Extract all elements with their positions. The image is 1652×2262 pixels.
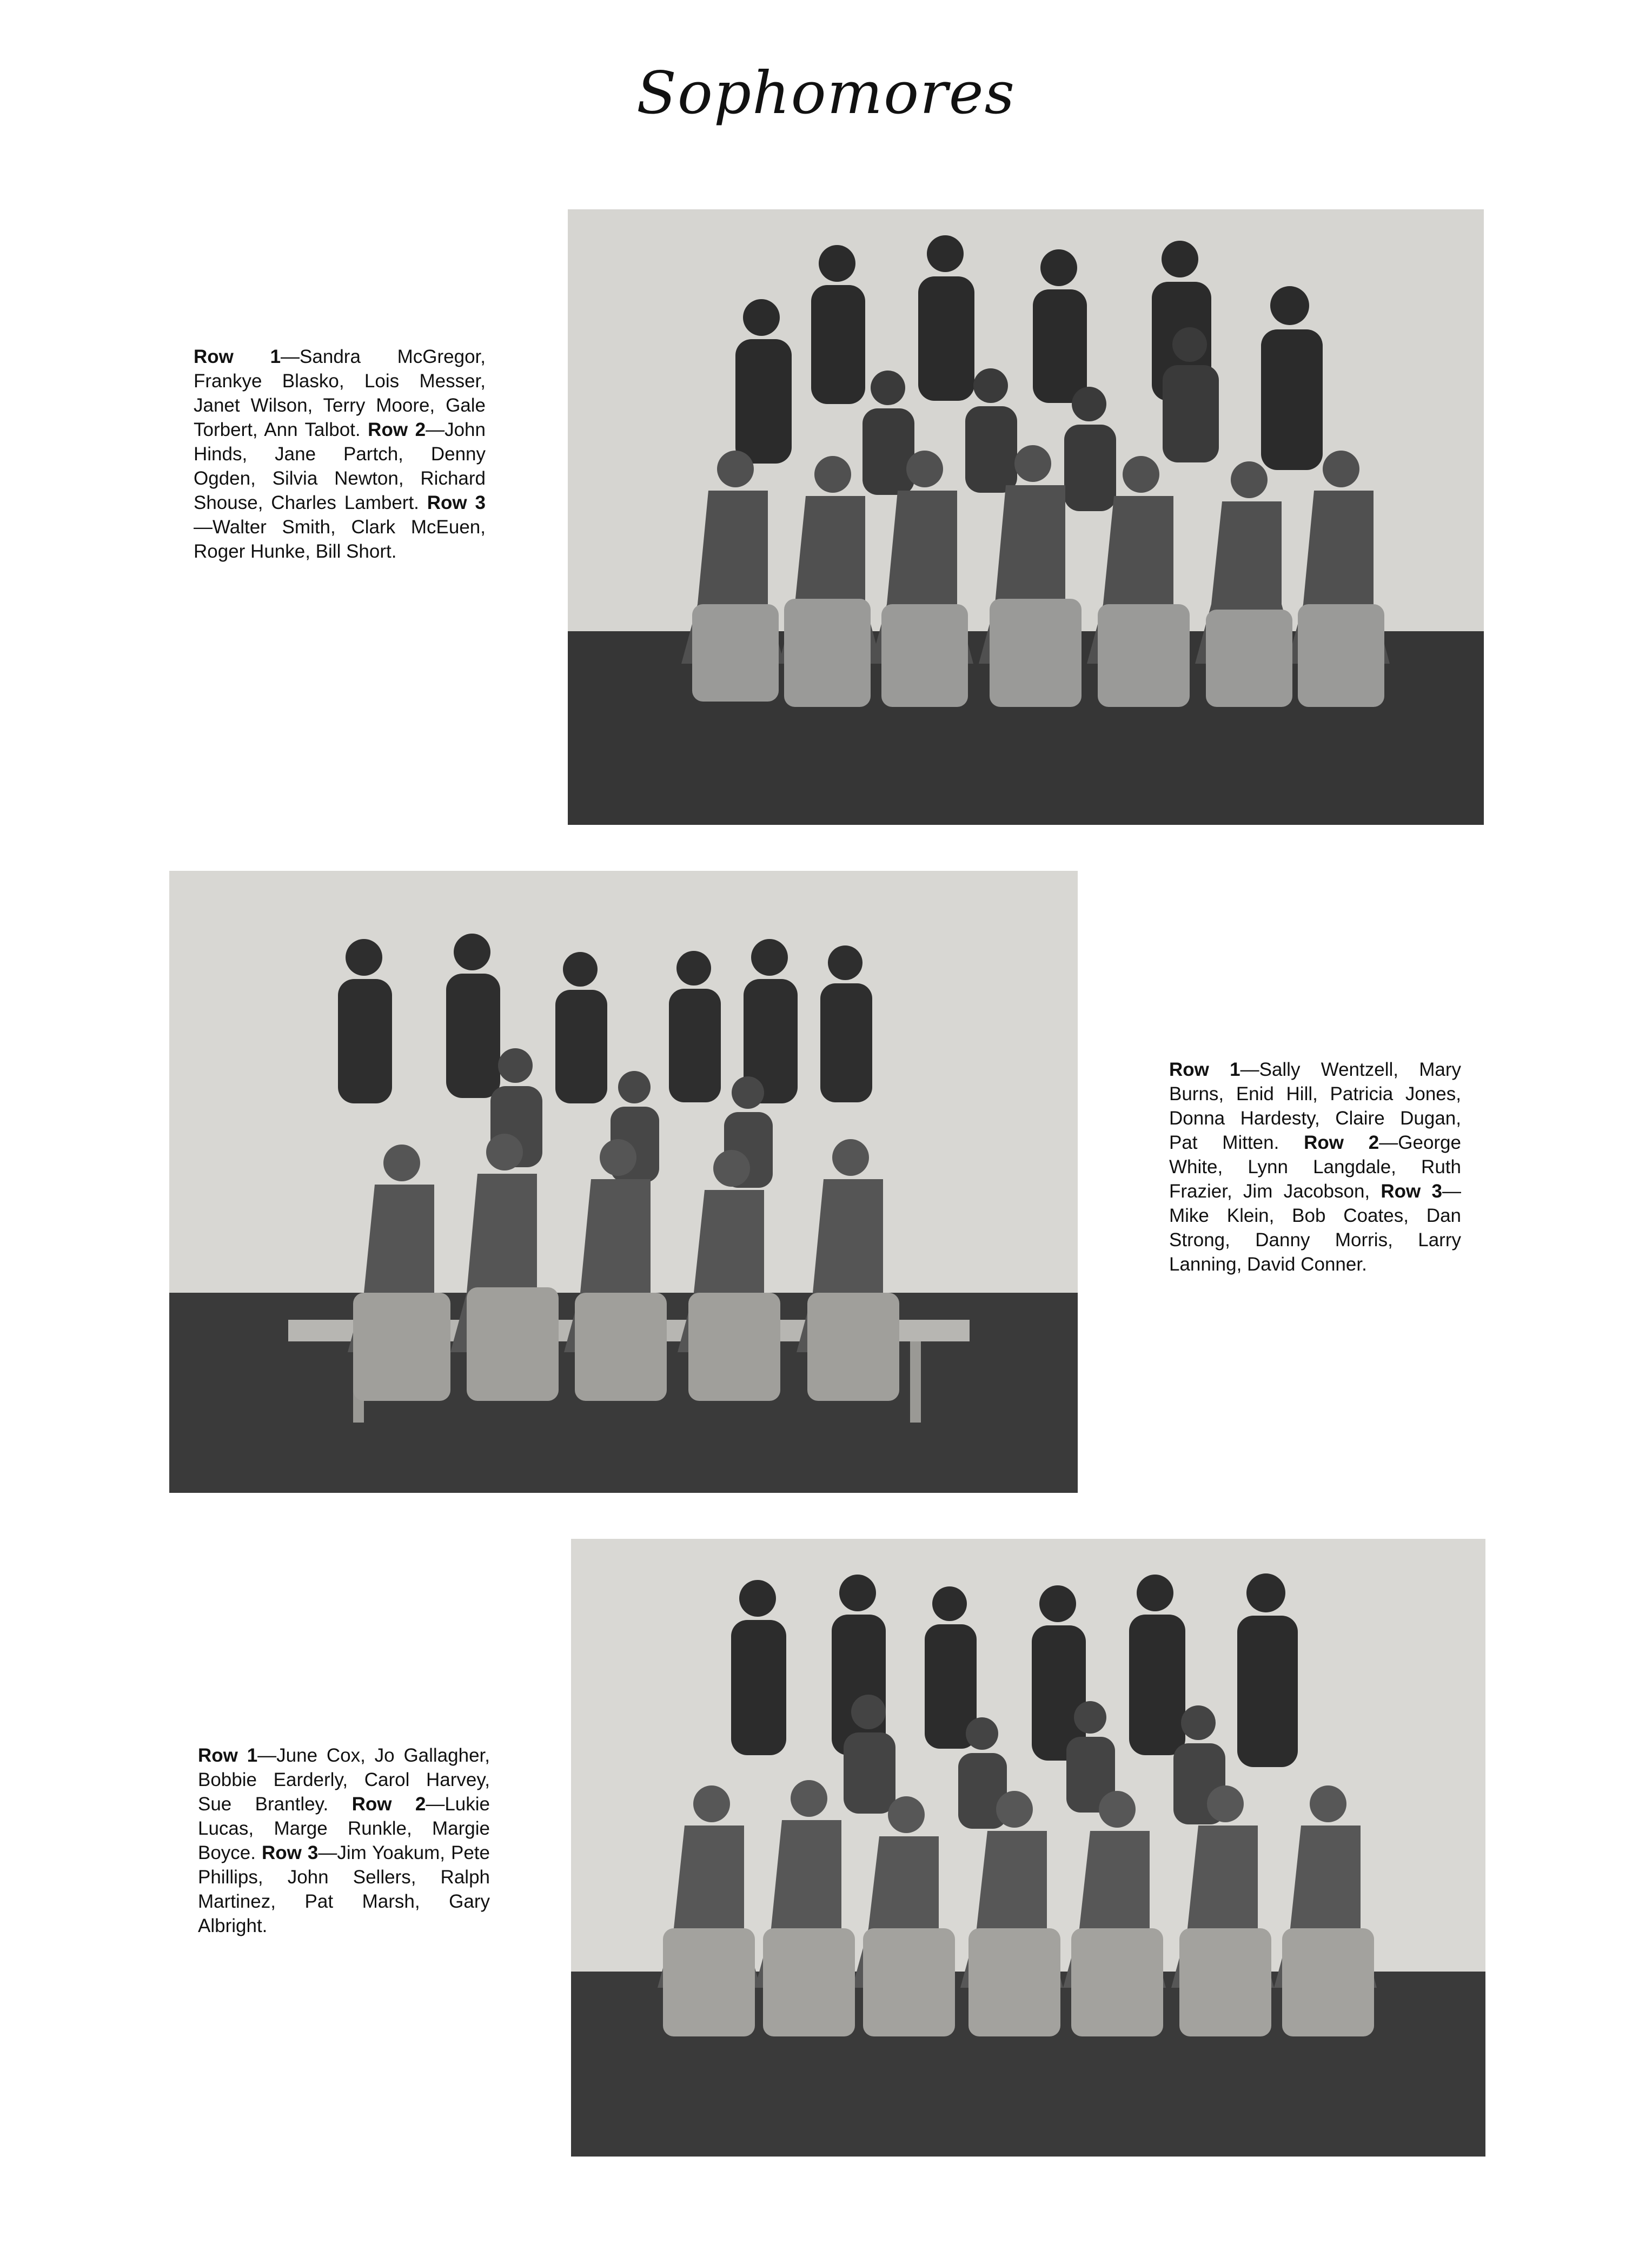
- class-photo-2-illustration: [169, 871, 1078, 1493]
- photo-caption-3: [198, 1743, 490, 1938]
- row-3-names: —Walter Smith, Clark McEuen, Roger Hunke, Bill Short.: [194, 517, 486, 562]
- class-photo-3-illustration: [571, 1539, 1485, 2157]
- class-photo-2: [169, 871, 1078, 1493]
- class-photo-3: [571, 1539, 1485, 2157]
- row-3-label: Row 3: [261, 1842, 319, 1863]
- row-2-label: Row 2: [351, 1794, 426, 1815]
- row-1-label: Row 1: [1169, 1059, 1240, 1080]
- row-1-label: Row 1: [198, 1745, 258, 1766]
- photo-caption-2: [1169, 1057, 1461, 1276]
- page-title: Sophomores: [636, 59, 1016, 127]
- row-1-names: —Sally Wentzell, Mary Burns, Enid Hill, Patricia Jones, Donna Hardesty, Claire Dugan, Pat Mitten.: [1169, 1059, 1461, 1153]
- row-2-names: —George White, Lynn Langdale, Ruth Frazier, Jim Jacobson,: [1169, 1132, 1461, 1202]
- row-1-names: —Sandra McGregor, Frankye Blasko, Lois Messer, Janet Wilson, Terry Moore, Gale Torbert, Ann Talbot.: [194, 346, 486, 440]
- row-2-names: —John Hinds, Jane Partch, Denny Ogden, Silvia Newton, Richard Shouse, Charles Lambert.: [194, 419, 486, 513]
- row-3-names: —Mike Klein, Bob Coates, Dan Strong, Danny Morris, Larry Lanning, David Conner.: [1169, 1181, 1461, 1275]
- row-3-label: Row 3: [427, 492, 486, 513]
- row-2-names: —Lukie Lucas, Marge Runkle, Margie Boyce.: [198, 1794, 490, 1863]
- row-3-names: —Jim Yoakum, Pete Phillips, John Sellers, Ralph Martinez, Pat Marsh, Gary Albright.: [198, 1842, 490, 1936]
- class-photo-1-illustration: [568, 209, 1484, 825]
- row-2-label: Row 2: [1304, 1132, 1379, 1153]
- row-2-label: Row 2: [368, 419, 426, 440]
- photo-caption-1: [194, 345, 486, 564]
- row-3-label: Row 3: [1381, 1181, 1442, 1202]
- row-1-label: Row 1: [194, 346, 281, 367]
- row-1-names: —June Cox, Jo Gallagher, Bobbie Earderly, Carol Harvey, Sue Brantley.: [198, 1745, 490, 1815]
- class-photo-1: [568, 209, 1484, 825]
